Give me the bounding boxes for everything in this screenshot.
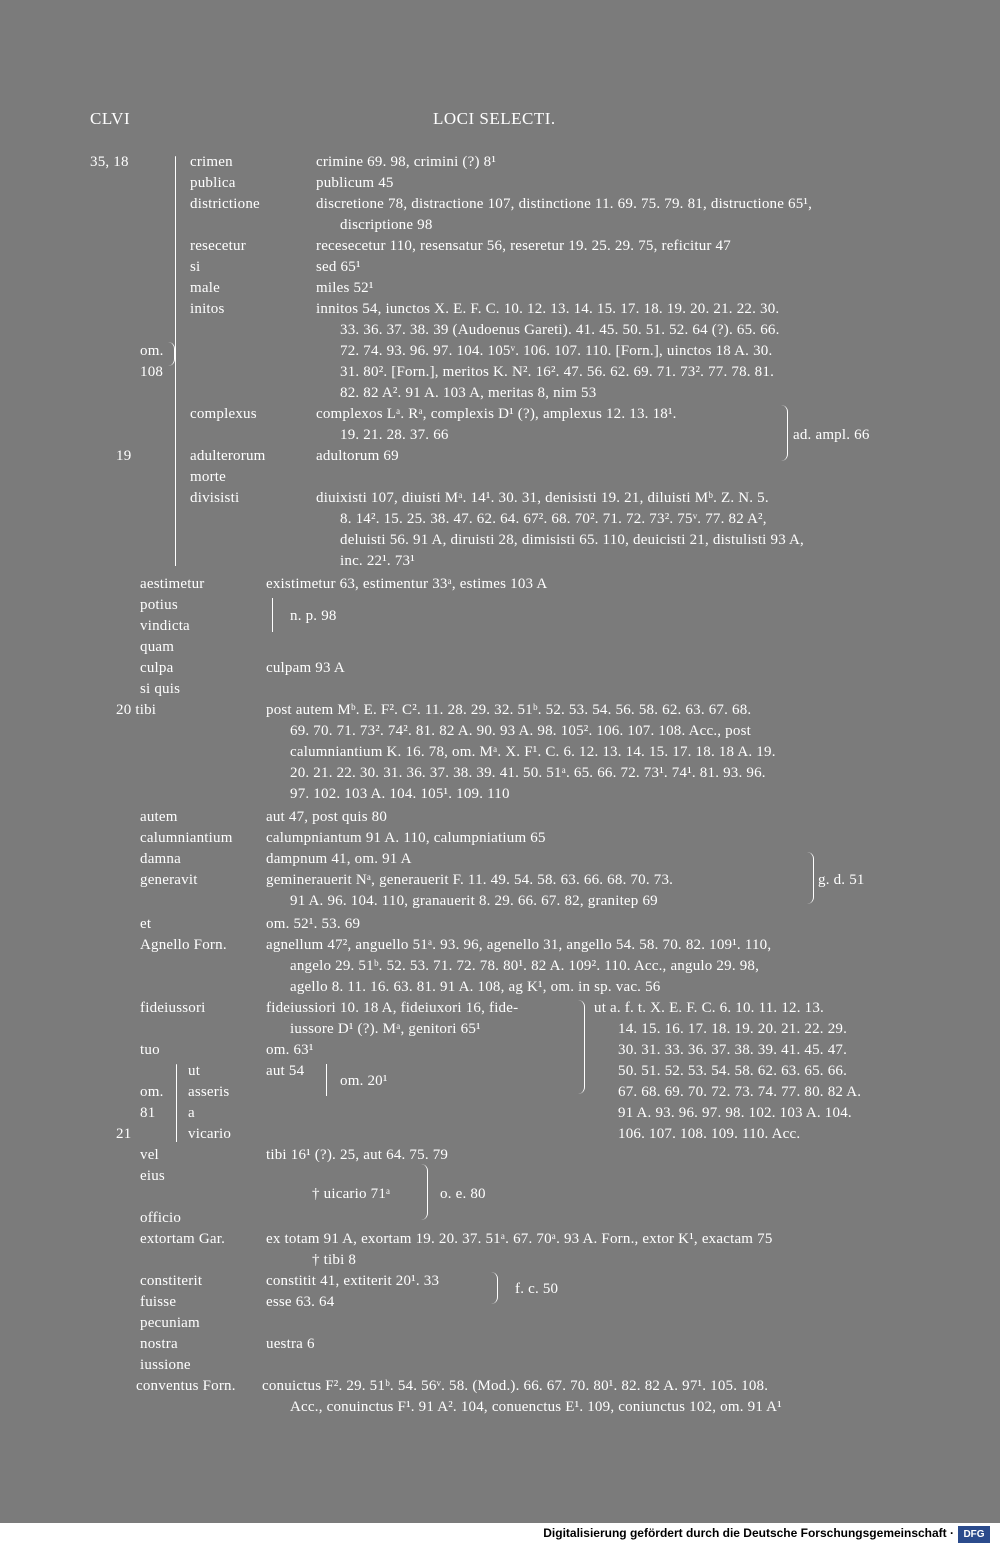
text-line: om. [140, 1084, 164, 1100]
text-line: discretione 78, distractione 107, distinctione 11. 69. 75. 79. 81, distructione 65¹, [316, 196, 813, 212]
text-line: agello 8. 11. 16. 63. 81. 91 A. 108, ag K¹, om. in sp. vac. 56 [290, 979, 661, 995]
text-line: discriptione 98 [340, 217, 433, 233]
text-line: constitit 41, extiterit 20¹. 33 [266, 1273, 440, 1289]
text-line: angelo 29. 51ᵇ. 52. 53. 71. 72. 78. 80¹. 82 A. 109². 110. Acc., angulo 29. 98, [290, 958, 760, 974]
brace-utaft [578, 1000, 585, 1094]
text-line: quam [140, 639, 175, 655]
text-line: vindicta [140, 618, 190, 634]
text-line: male [190, 280, 220, 296]
text-line: n. p. 98 [290, 608, 337, 624]
text-line: deluisti 56. 91 A, diruisti 28, dimisisti 65. 110, deuicisti 21, distulisti 93 A, [340, 532, 805, 548]
text-line: fideiussiori 10. 18 A, fideiuxori 16, fide- [266, 1000, 519, 1016]
text-line: 108 [140, 364, 164, 380]
text-line: 8. 14². 15. 25. 38. 47. 62. 64. 67². 68. 70². 71. 72. 73². 75ᵛ. 77. 82 A², [340, 511, 767, 527]
dfg-logo: DFG [958, 1526, 990, 1543]
text-line: 67. 68. 69. 70. 72. 73. 74. 77. 80. 82 A. [618, 1084, 862, 1100]
text-line: recesecetur 110, resensatur 56, reseretur 19. 25. 29. 75, reficitur 47 [316, 238, 731, 254]
text-line: uestra 6 [266, 1336, 315, 1352]
text-line: adulterorum [190, 448, 266, 464]
text-line: 91 A. 96. 104. 110, granauerit 8. 29. 66. 67. 82, granitер 69 [290, 893, 658, 909]
text-line: damna [140, 851, 181, 867]
text-line: aut 47, post quis 80 [266, 809, 388, 825]
footer-credit: Digitalisierung gefördert durch die Deutsche Forschungsgemeinschaft · [543, 1526, 954, 1540]
text-line: conventus Forn. [136, 1378, 236, 1394]
text-line: aut 54 [266, 1063, 305, 1079]
text-line: innitos 54, iunctos X. E. F. C. 10. 12. 13. 14. 15. 17. 18. 19. 20. 21. 22. 30. [316, 301, 780, 317]
text-line: 14. 15. 16. 17. 18. 19. 20. 21. 22. 29. [618, 1021, 848, 1037]
text-line: 19. 21. 28. 37. 66 [340, 427, 449, 443]
text-line: officio [140, 1210, 182, 1226]
text-line: 106. 107. 108. 109. 110. Acc. [618, 1126, 801, 1142]
brace-om20 [326, 1064, 327, 1096]
text-line: g. d. 51 [818, 872, 865, 888]
text-line: post autem Mᵇ. E. F². C². 11. 28. 29. 32. 51ᵇ. 52. 53. 54. 56. 58. 62. 63. 67. 68. [266, 702, 752, 718]
text-line: constiterit [140, 1273, 203, 1289]
text-line: divisisti [190, 490, 240, 506]
text-line: om. 52¹. 53. 69 [266, 916, 361, 932]
text-line: o. e. 80 [440, 1186, 486, 1202]
text-line: calumpniantum 91 A. 110, calumpniatium 65 [266, 830, 546, 846]
text-line: 19 [116, 448, 132, 464]
text-line: diuixisti 107, diuisti Mᵃ. 14¹. 30. 31, denisisti 19. 21, diluisti Mᵇ. Z. N. 5. [316, 490, 769, 506]
text-line: existimetur 63, estimentur 33ᵃ, estimes 103 A [266, 576, 548, 592]
brace-np [272, 598, 273, 632]
brace-oe [421, 1164, 428, 1220]
text-line: ad. ampl. 66 [793, 427, 870, 443]
text-line: om. 63¹ [266, 1042, 314, 1058]
text-line: si quis [140, 681, 181, 697]
brace-vicario [176, 1064, 177, 1142]
text-line: 82. 82 A². 91 A. 103 A, meritas 8, nim 53 [340, 385, 597, 401]
text-line: fuisse [140, 1294, 177, 1310]
text-line: pecuniam [140, 1315, 200, 1331]
text-line: extortam Gar. [140, 1231, 226, 1247]
text-line: † tibi 8 [312, 1252, 357, 1268]
text-line: 33. 36. 37. 38. 39 (Audoenus Gareti). 41. 45. 50. 51. 52. 64 (?). 65. 66. [340, 322, 780, 338]
text-line: conuictus F². 29. 51ᵇ. 54. 56ᵛ. 58. (Mod.). 66. 67. 70. 80¹. 82. 82 A. 97¹. 105. 108. [262, 1378, 769, 1394]
text-line: 20. 21. 22. 30. 31. 36. 37. 38. 39. 41. 50. 51ᵃ. 65. 66. 72. 73¹. 74¹. 81. 93. 96. [290, 765, 766, 781]
text-line: 69. 70. 71. 73². 74². 81. 82 A. 90. 93 A. 98. 105². 106. 107. 108. Acc., post [290, 723, 751, 739]
text-line: esse 63. 64 [266, 1294, 335, 1310]
text-line: culpam 93 A [266, 660, 345, 676]
text-line: fideiussori [140, 1000, 206, 1016]
text-line: f. c. 50 [515, 1281, 559, 1297]
text-line: calumniantium [140, 830, 233, 846]
text-line: publica [190, 175, 236, 191]
text-line: resecetur [190, 238, 246, 254]
text-line: miles 52¹ [316, 280, 374, 296]
text-line: 30. 31. 33. 36. 37. 38. 39. 41. 45. 47. [618, 1042, 848, 1058]
text-line: vicario [188, 1126, 232, 1142]
text-line: iussione [140, 1357, 191, 1373]
text-line: tuo [140, 1042, 160, 1058]
text-line: 35, 18 [90, 154, 129, 170]
text-line: om. 20¹ [340, 1073, 388, 1089]
text-line: ut a. f. t. X. E. F. C. 6. 10. 11. 12. 13. [594, 1000, 824, 1016]
text-line: complexus [190, 406, 257, 422]
text-line: eius [140, 1168, 165, 1184]
text-line: om. [140, 343, 164, 359]
text-line: publicum 45 [316, 175, 394, 191]
text-line: ex totam 91 A, exortam 19. 20. 37. 51ᵃ. 67. 70ᵃ. 93 A. Forn., extor K¹, exactam 75 [266, 1231, 773, 1247]
text-line: culpa [140, 660, 174, 676]
text-line: sed 65¹ [316, 259, 361, 275]
text-line: crimen [190, 154, 233, 170]
text-line: nostra [140, 1336, 178, 1352]
text-line: tibi 16¹ (?). 25, aut 64. 75. 79 [266, 1147, 449, 1163]
text-line: 97. 102. 103 A. 104. 105¹. 109. 110 [290, 786, 510, 802]
brace-main [175, 156, 176, 566]
text-line: aestimetur [140, 576, 205, 592]
text-line: adultorum 69 [316, 448, 399, 464]
text-line: calumniantium K. 16. 78, om. Mᵃ. X. F¹. C. 6. 12. 13. 14. 15. 17. 18. 18 A. 19. [290, 744, 776, 760]
text-line: dampnum 41, om. 91 A [266, 851, 412, 867]
text-line: generavit [140, 872, 198, 888]
footer-bar [0, 1523, 1000, 1547]
text-line: 91 A. 93. 96. 97. 98. 102. 103 A. 104. [618, 1105, 852, 1121]
text-line: potius [140, 597, 178, 613]
text-line: 31. 80². [Forn.], meritos K. N². 16². 47. 56. 62. 69. 71. 73². 77. 78. 81. [340, 364, 775, 380]
text-line: si [190, 259, 201, 275]
text-line: Acc., conuinctus F¹. 91 A². 104, conuenctus E¹. 109, coniunctus 102, om. 91 A¹ [290, 1399, 782, 1415]
text-line: 20 tibi [116, 702, 157, 718]
text-line: complexos Lᵃ. Rᵃ, complexis D¹ (?), amplexus 12. 13. 18¹. [316, 406, 677, 422]
brace-gd [807, 852, 814, 904]
text-line: geminerauerit Nᵃ, generauerit F. 11. 49. 54. 58. 63. 66. 68. 70. 73. [266, 872, 674, 888]
text-line: ut [188, 1063, 201, 1079]
text-line: districtione [190, 196, 260, 212]
brace-ampl [781, 405, 788, 461]
text-line: 50. 51. 52. 53. 54. 58. 62. 63. 65. 66. [618, 1063, 848, 1079]
brace-fc [491, 1272, 498, 1304]
text-line: a [188, 1105, 195, 1121]
text-line: inc. 22¹. 73¹ [340, 553, 415, 569]
page-title: LOCI SELECTI. [433, 109, 556, 128]
text-line: Agnello Forn. [140, 937, 227, 953]
brace-main-tip [168, 342, 175, 366]
text-line: iussore D¹ (?). Mᵃ, genitori 65¹ [290, 1021, 481, 1037]
text-line: 81 [140, 1105, 156, 1121]
page-number: CLVI [90, 109, 131, 128]
text-line: vel [140, 1147, 159, 1163]
text-line: morte [190, 469, 226, 485]
text-line: et [140, 916, 152, 932]
text-line: 21 [116, 1126, 132, 1142]
text-line: crimine 69. 98, crimini (?) 8¹ [316, 154, 497, 170]
text-line: † uicario 71ᵃ [312, 1186, 391, 1202]
text-line: agnellum 47², anguello 51ᵃ. 93. 96, agenello 31, angello 54. 58. 70. 82. 109¹. 110, [266, 937, 772, 953]
text-line: asseris [188, 1084, 230, 1100]
text-line: autem [140, 809, 178, 825]
text-line: 72. 74. 93. 96. 97. 104. 105ᵛ. 106. 107. 110. [Forn.], uinctos 18 A. 30. [340, 343, 773, 359]
text-line: initos [190, 301, 225, 317]
